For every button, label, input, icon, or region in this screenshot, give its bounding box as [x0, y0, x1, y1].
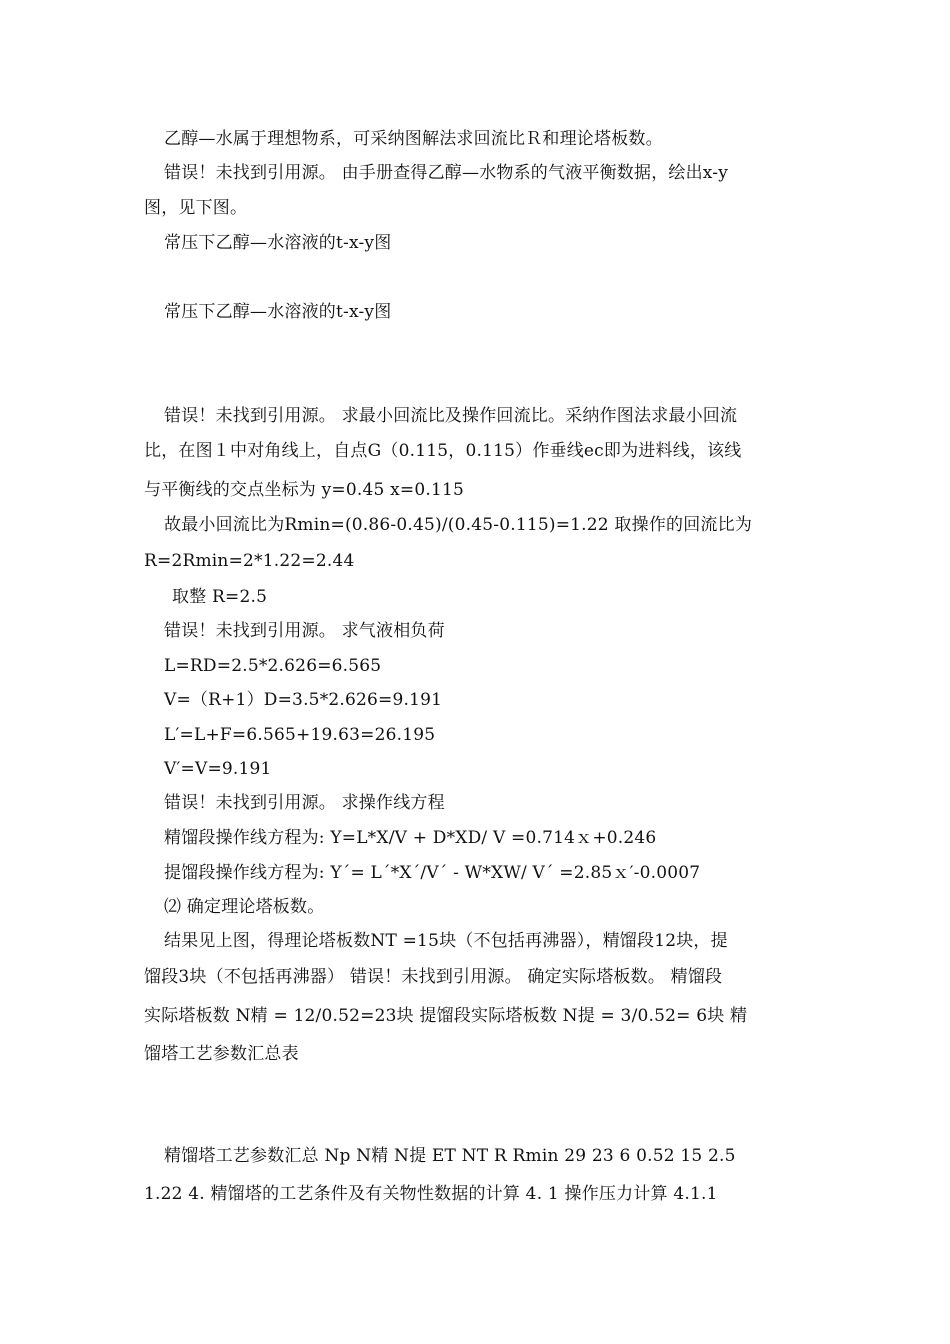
text-line-24: 馏塔工艺参数汇总表	[144, 1044, 299, 1064]
text-line-26: 1.22 4. 精馏塔的工艺条件及有关物性数据的计算 4. 1 操作压力计算 4.1.1	[144, 1184, 718, 1204]
text-line-21: 结果见上图，得理论塔板数NT =15块（不包括再沸器），精馏段12块，提	[164, 931, 728, 951]
text-line-9: 故最小回流比为Rmin=(0.86-0.45)/(0.45-0.115)=1.22 取操作的回流比为	[164, 515, 753, 535]
text-line-14: V=（R+1）D=3.5*2.626=9.191	[164, 690, 443, 710]
text-line-5: 常压下乙醇—水溶液的t-x-y图	[164, 302, 392, 322]
text-line-15: L′=L+F=6.565+19.63=26.195	[164, 725, 436, 745]
text-line-12: 错误！未找到引用源。 求气液相负荷	[164, 621, 445, 641]
text-line-20: ⑵ 确定理论塔板数。	[164, 897, 325, 917]
text-line-23: 实际塔板数 N精 = 12/0.52=23块 提馏段实际塔板数 N提 = 3/0.52= 6块 精	[144, 1006, 748, 1026]
text-line-1: 乙醇—水属于理想物系，可采纳图解法求回流比Ｒ和理论塔板数。	[164, 129, 663, 149]
text-line-16: V′=V=9.191	[164, 759, 272, 779]
text-line-2: 错误！未找到引用源。 由手册查得乙醇—水物系的气液平衡数据，绘出x-y	[164, 163, 729, 183]
text-line-4: 常压下乙醇—水溶液的t-x-y图	[164, 233, 392, 253]
text-line-8: 与平衡线的交点坐标为 y=0.45 x=0.115	[144, 480, 465, 500]
text-line-6: 错误！未找到引用源。 求最小回流比及操作回流比。采纳作图法求最小回流	[164, 406, 738, 426]
text-line-10: R=2Rmin=2*1.22=2.44	[144, 551, 355, 571]
text-line-17: 错误！未找到引用源。 求操作线方程	[164, 793, 445, 813]
text-line-22: 馏段3块（不包括再沸器） 错误！未找到引用源。 确定实际塔板数。 精馏段	[144, 967, 723, 987]
text-line-18: 精馏段操作线方程为: Y=L*X/V + D*XD/ V =0.714ｘ+0.246	[164, 828, 657, 848]
text-line-25: 精馏塔工艺参数汇总 Np N精 N提 ET NT R Rmin 29 23 6 0.52 15 2.5	[164, 1146, 736, 1166]
text-line-7: 比，在图１中对角线上，自点G（0.115，0.115）作垂线ec即为进料线，该线	[144, 441, 742, 461]
text-line-11: 取整 R=2.5	[172, 587, 268, 607]
text-line-3: 图，见下图。	[144, 198, 248, 218]
text-line-13: L=RD=2.5*2.626=6.565	[164, 656, 382, 676]
text-line-19: 提馏段操作线方程为: Y´= L´*X´/V´ - W*XW/ V´ =2.85ｘ′-0.0007	[164, 863, 701, 883]
